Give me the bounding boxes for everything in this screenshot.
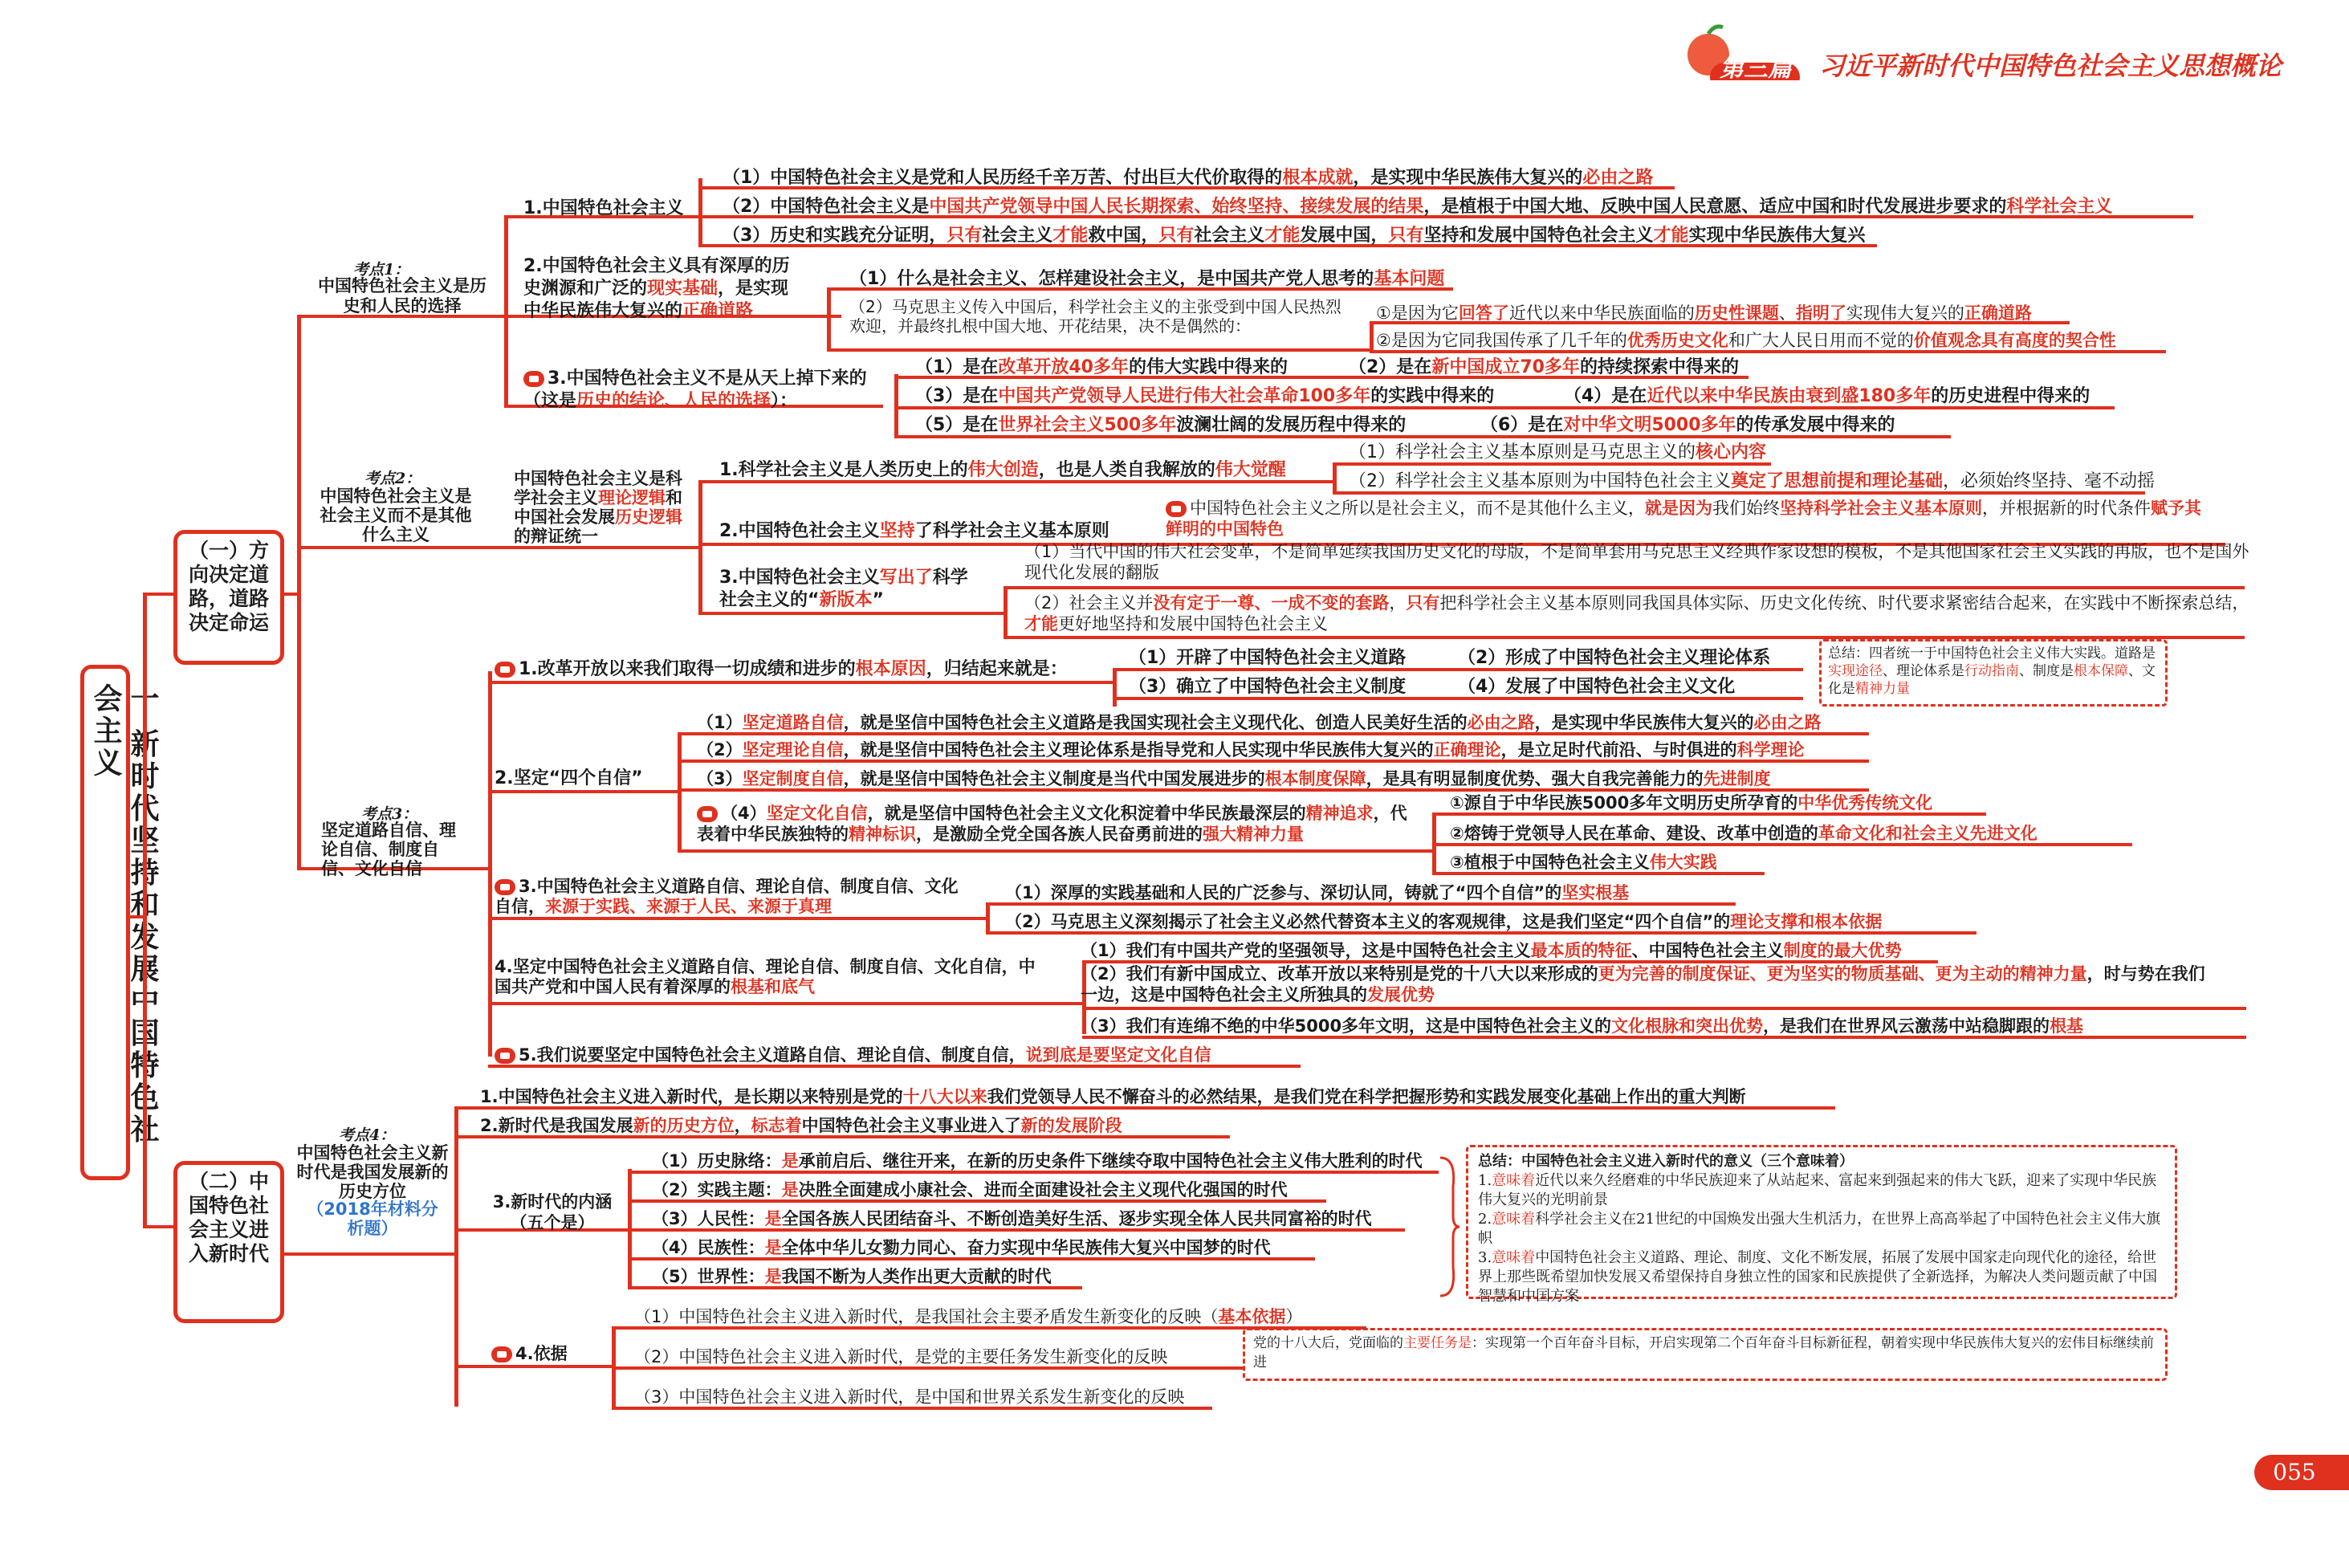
k4-p3-item3: （3）人民性：是全国各族人民团结奋斗、不断创造美好生活、逐步实现全体人民共同富裕的时代 bbox=[652, 1209, 1372, 1228]
k3-p2-item1: （1）坚定道路自信，就是坚信中国特色社会主义道路是我国实现社会主义现代化、创造人民美好生活的必由之路，是实现中华民族伟大复兴的必由之路 bbox=[697, 713, 1822, 732]
k1-p3-item6: （6）是在对中华文明5000多年的传承发展中得来的 bbox=[1480, 415, 1895, 435]
k2-p1-item2: （2）科学社会主义基本原则为中国特色社会主义奠定了思想前提和理论基础，必须始终坚持、毫不动摇 bbox=[1349, 471, 2156, 491]
k2-p2: 2.中国特色社会主义坚持了科学社会主义基本原则 bbox=[719, 521, 1109, 541]
k3-tag: 考点3： bbox=[361, 805, 418, 823]
k3-p2-item3: （3）坚定制度自信，就是坚信中国特色社会主义制度是当代中国发展进步的根本制度保障，是具有明显制度优势、强大自我完善能力的先进制度 bbox=[697, 769, 1771, 788]
k1-p2-item1: （1）什么是社会主义、怎样建设社会主义，是中国共产党人思考的基本问题 bbox=[849, 269, 1445, 289]
k2-label: 中国特色社会主义是社会主义而不是其他什么主义 bbox=[320, 487, 472, 544]
k4-p3-item4: （4）民族性：是全体中华儿女勠力同心、奋力实现中华民族伟大复兴中国梦的时代 bbox=[652, 1238, 1271, 1257]
k3-p4: 4.坚定中国特色社会主义道路自信、理论自信、制度自信、文化自信，中国共产党和中国人民有着深厚的根基和底气 bbox=[495, 957, 1036, 996]
k2-p1-item1: （1）科学社会主义基本原则是马克思主义的核心内容 bbox=[1349, 442, 1767, 462]
k1-p3-item1: （1）是在改革开放40多年的伟大实践中得来的 bbox=[915, 357, 1288, 377]
note-line-1: 1.意味着近代以来久经磨难的中华民族迎来了从站起来、富起来到强起来的伟大飞跃，迎来了实现中华民族伟大复兴的光明前景 bbox=[1478, 1172, 2157, 1208]
k2-p1: 1.科学社会主义是人类历史上的伟大创造，也是人类自我解放的伟大觉醒 bbox=[719, 460, 1286, 480]
k3-summary-note: 总结：四者统一于中国特色社会主义伟大实践。道路是实现途径、理论体系是行动指南、制度是根本保障、文化是精神力量 bbox=[1819, 639, 2168, 707]
k3-p5: 5.我们说要坚定中国特色社会主义道路自信、理论自信、制度自信，说到底是要坚定文化自信 bbox=[495, 1044, 1211, 1066]
key-point-icon bbox=[495, 1048, 515, 1064]
k1-p3-label: 3.中国特色社会主义不是从天上掉下来的（这是历史的结论、人民的选择）： bbox=[523, 369, 867, 411]
k2-middle: 中国特色社会主义是科学社会主义理论逻辑和中国社会发展历史逻辑的辩证统一 bbox=[514, 469, 682, 546]
k3-p4-item1: （1）我们有中国共产党的坚强领导，这是中国特色社会主义最本质的特征、中国特色社会主义制度的最大优势 bbox=[1081, 941, 1902, 960]
k2-p3-item1: （1）当代中国的伟大社会变革，不是简单延续我国历史文化的母版，不是简单套用马克思主义经典作家设想的模板，不是其他国家社会主义实践的再版，也不是国外现代化发展的翻版 bbox=[1024, 542, 2249, 582]
key-point-icon bbox=[495, 662, 515, 678]
k2-tag: 考点2： bbox=[364, 470, 421, 487]
root-node bbox=[80, 665, 130, 1180]
k1-label: 中国特色社会主义是历史和人民的选择 bbox=[318, 276, 486, 316]
page-number: 055 bbox=[2273, 1459, 2316, 1485]
k3-p1: 1.改革开放以来我们取得一切成绩和进步的根本原因，归结起来就是： bbox=[495, 658, 1068, 681]
k3-p2: 2.坚定“四个自信” bbox=[495, 768, 643, 788]
k3-p3-item1: （1）深厚的实践基础和人民的广泛参与、深切认同，铸就了“四个自信”的坚实根基 bbox=[1005, 883, 1630, 902]
key-point-icon bbox=[1166, 501, 1187, 517]
k4-p3-item1: （1）历史脉络：是承前启后、继往开来，在新的历史条件下继续夺取中国特色社会主义伟大胜利的时代 bbox=[652, 1151, 1423, 1171]
k3-p1-item2: （2）形成了中国特色社会主义理论体系 bbox=[1458, 648, 1771, 668]
k1-p2-item2: （2）马克思主义传入中国后，科学社会主义的主张受到中国人民热烈欢迎，并最终扎根中国大地、开花结果，决不是偶然的： bbox=[849, 297, 1341, 336]
header-badge: 第三篇 bbox=[1720, 55, 1792, 83]
section-2-label: （二）中国特色社会主义进入新时代 bbox=[188, 1170, 269, 1265]
k1-p2-sub2: ②是因为它同我国传承了几千年的优秀历史文化和广大人民日用而不觉的价值观念具有高度的契合性 bbox=[1376, 331, 2116, 350]
key-point-icon bbox=[491, 1346, 512, 1362]
note-line-3: 3.意味着中国特色社会主义道路、理论、制度、文化不断发展，拓展了发展中国家走向现代化的途径，给世界上那些既希望加快发展又希望保持自身独立性的国家和民族提供了全新选择，为解决人类问题贡献了中国智慧和中国方案 bbox=[1478, 1249, 2157, 1305]
k4-p4: 4.依据 bbox=[491, 1342, 568, 1365]
k4-p1: 1.中国特色社会主义进入新时代，是长期以来特别是党的十八大以来我们党领导人民不懈奋斗的必然结果，是我们党在科学把握形势和实践发展变化基础上作出的重大判断 bbox=[480, 1087, 1746, 1106]
k1-p1-item3: （3）历史和实践充分证明，只有社会主义才能救中国，只有社会主义才能发展中国，只有坚持和发展中国特色社会主义才能实现中华民族伟大复兴 bbox=[723, 226, 1866, 246]
k4-summary-note bbox=[1466, 1145, 2177, 1305]
k2-p2-reason: 中国特色社会主义之所以是社会主义，而不是其他什么主义，就是因为我们始终坚持科学社会主义基本原则，并根据新的时代条件赋予其鲜明的中国特色 bbox=[1166, 499, 2201, 539]
k3-culture-src3: ③植根于中国特色社会主义伟大实践 bbox=[1450, 853, 1717, 872]
k4-p4-item1: （1）中国特色社会主义进入新时代，是我国社会主要矛盾发生新变化的反映（基本依据） bbox=[634, 1307, 1303, 1326]
k1-p1-label: 1.中国特色社会主义 bbox=[523, 198, 684, 218]
note-line-2: 2.意味着科学社会主义在21世纪的中国焕发出强大生机活力，在世界上高高举起了中国特色社会主义伟大旗帜 bbox=[1478, 1211, 2161, 1247]
k1-p1-item1: （1）中国特色社会主义是党和人民历经千辛万苦、付出巨大代价取得的根本成就，是实现中华民族伟大复兴的必由之路 bbox=[723, 168, 1654, 188]
k3-p1-item1: （1）开辟了中国特色社会主义道路 bbox=[1129, 648, 1407, 668]
k1-p2-sub1: ①是因为它回答了近代以来中华民族面临的历史性课题、指明了实现伟大复兴的正确道路 bbox=[1376, 303, 2032, 323]
k3-culture-src2: ②熔铸于党领导人民在革命、建设、改革中创造的革命文化和社会主义先进文化 bbox=[1450, 824, 2038, 843]
k3-label: 坚定道路自信、理论自信、制度自信、文化自信 bbox=[321, 821, 456, 878]
section-1-node bbox=[173, 530, 284, 665]
k1-p3-item2: （2）是在新中国成立70多年的持续探索中得来的 bbox=[1349, 357, 1739, 377]
key-point-icon bbox=[697, 806, 718, 822]
section-2-node bbox=[173, 1161, 284, 1323]
k1-p2-label: 2.中国特色社会主义具有深厚的历史渊源和广泛的现实基础，是实现中华民族伟大复兴的正确道路 bbox=[523, 256, 790, 321]
k4-p4-item2: （2）中国特色社会主义进入新时代，是党的主要任务发生新变化的反映 bbox=[634, 1347, 1168, 1366]
k4-tag: 考点4： bbox=[339, 1126, 396, 1144]
k1-p3-item5: （5）是在世界社会主义500多年波澜壮阔的发展历程中得来的 bbox=[915, 415, 1407, 435]
k1-p3-item3: （3）是在中国共产党领导人民进行伟大社会革命100多年的实践中得来的 bbox=[915, 386, 1495, 406]
key-point-icon bbox=[523, 371, 544, 387]
k3-p4-item3: （3）我们有连绵不绝的中华5000多年文明，这是中国特色社会主义的文化根脉和突出优势，是我们在世界风云激荡中站稳脚跟的根基 bbox=[1081, 1016, 2084, 1036]
k2-p3-item2: （2）社会主义并没有定于一尊、一成不变的套路，只有把科学社会主义基本原则同我国具体实际、历史文化传统、时代要求紧密结合起来，在实践中不断探索总结，才能更好地坚持和发展中国特色社会主义 bbox=[1024, 593, 2249, 633]
k4-p3-item5: （5）世界性：是我国不断为人类作出更大贡献的时代 bbox=[652, 1267, 1052, 1286]
k4-p3: 3.新时代的内涵（五个是） bbox=[492, 1192, 613, 1232]
k1-p1-item2: （2）中国特色社会主义是中国共产党领导中国人民长期探索、始终坚持、接续发展的结果，是植根于中国大地、反映中国人民意愿、适应中国和时代发展进步要求的科学社会主义 bbox=[723, 197, 2113, 217]
root-label: 会主义 bbox=[89, 683, 122, 780]
k3-p1-item3: （3）确立了中国特色社会主义制度 bbox=[1129, 677, 1407, 697]
k3-p3-item2: （2）马克思主义深刻揭示了社会主义必然代替资本主义的客观规律，这是我们坚定“四个自信”的理论支撑和根本依据 bbox=[1005, 912, 1883, 931]
k3-p2-item4: （4）坚定文化自信，就是坚信中国特色社会主义文化积淀着中华民族最深层的精神追求，代表着中华民族独特的精神标识，是激励全党全国各族人民奋勇前进的强大精神力量 bbox=[697, 804, 1407, 844]
k4-p4-item3: （3）中国特色社会主义进入新时代，是中国和世界关系发生新变化的反映 bbox=[634, 1387, 1185, 1407]
k3-culture-src1: ①源自于中华民族5000多年文明历史所孕育的中华优秀传统文化 bbox=[1450, 793, 1933, 813]
k3-p1-item4: （4）发展了中国特色社会主义文化 bbox=[1458, 677, 1736, 697]
k3-p3: 3.中国特色社会主义道路自信、理论自信、制度自信、文化自信，来源于实践、来源于人民、来源于真理 bbox=[495, 877, 959, 916]
k3-p4-item2: （2）我们有新中国成立、改革开放以来特别是党的十八大以来形成的更为完善的制度保证、更为坚实的物质基础、更为主动的精神力量，时与势在我们一边，这是中国特色社会主义所独具的发展优势 bbox=[1081, 964, 2205, 1004]
key-point-icon bbox=[495, 879, 515, 895]
note-title: 总结：中国特色社会主义进入新时代的意义（三个意味着） bbox=[1478, 1153, 1854, 1170]
k1-p3-item4: （4）是在近代以来中华民族由衰到盛180多年的历史进程中得来的 bbox=[1564, 386, 2090, 406]
k4-sub: （2018年材料分析题） bbox=[307, 1199, 438, 1238]
page-number-badge bbox=[2254, 1455, 2349, 1490]
section-1-label: （一）方向决定道路，道路决定命运 bbox=[188, 539, 269, 634]
k4-task-note: 党的十八大后，党面临的主要任务是：实现第一个百年奋斗目标，开启实现第二个百年奋斗目标新征程，朝着实现中华民族伟大复兴的宏伟目标继续前进 bbox=[1243, 1328, 2168, 1381]
k4-p3-item2: （2）实践主题：是决胜全面建成小康社会、进而全面建设社会主义现代化强国的时代 bbox=[652, 1180, 1288, 1199]
k4-p2: 2.新时代是我国发展新的历史方位，标志着中国特色社会主义事业进入了新的发展阶段 bbox=[480, 1116, 1122, 1135]
k4-label: 中国特色社会主义新时代是我国发展新的历史方位 bbox=[296, 1143, 449, 1201]
k3-p2-item2: （2）坚定理论自信，就是坚信中国特色社会主义理论体系是指导党和人民实现中华民族伟大复兴的正确理论，是立足时代前沿、与时俱进的科学理论 bbox=[697, 740, 1805, 760]
brace-icon bbox=[1437, 1155, 1461, 1299]
header-title: 习近平新时代中国特色社会主义思想概论 bbox=[1819, 51, 2282, 81]
k2-p3: 3.中国特色社会主义写出了科学社会主义的“新版本” bbox=[719, 568, 968, 610]
k1-tag: 考点1： bbox=[353, 261, 410, 279]
